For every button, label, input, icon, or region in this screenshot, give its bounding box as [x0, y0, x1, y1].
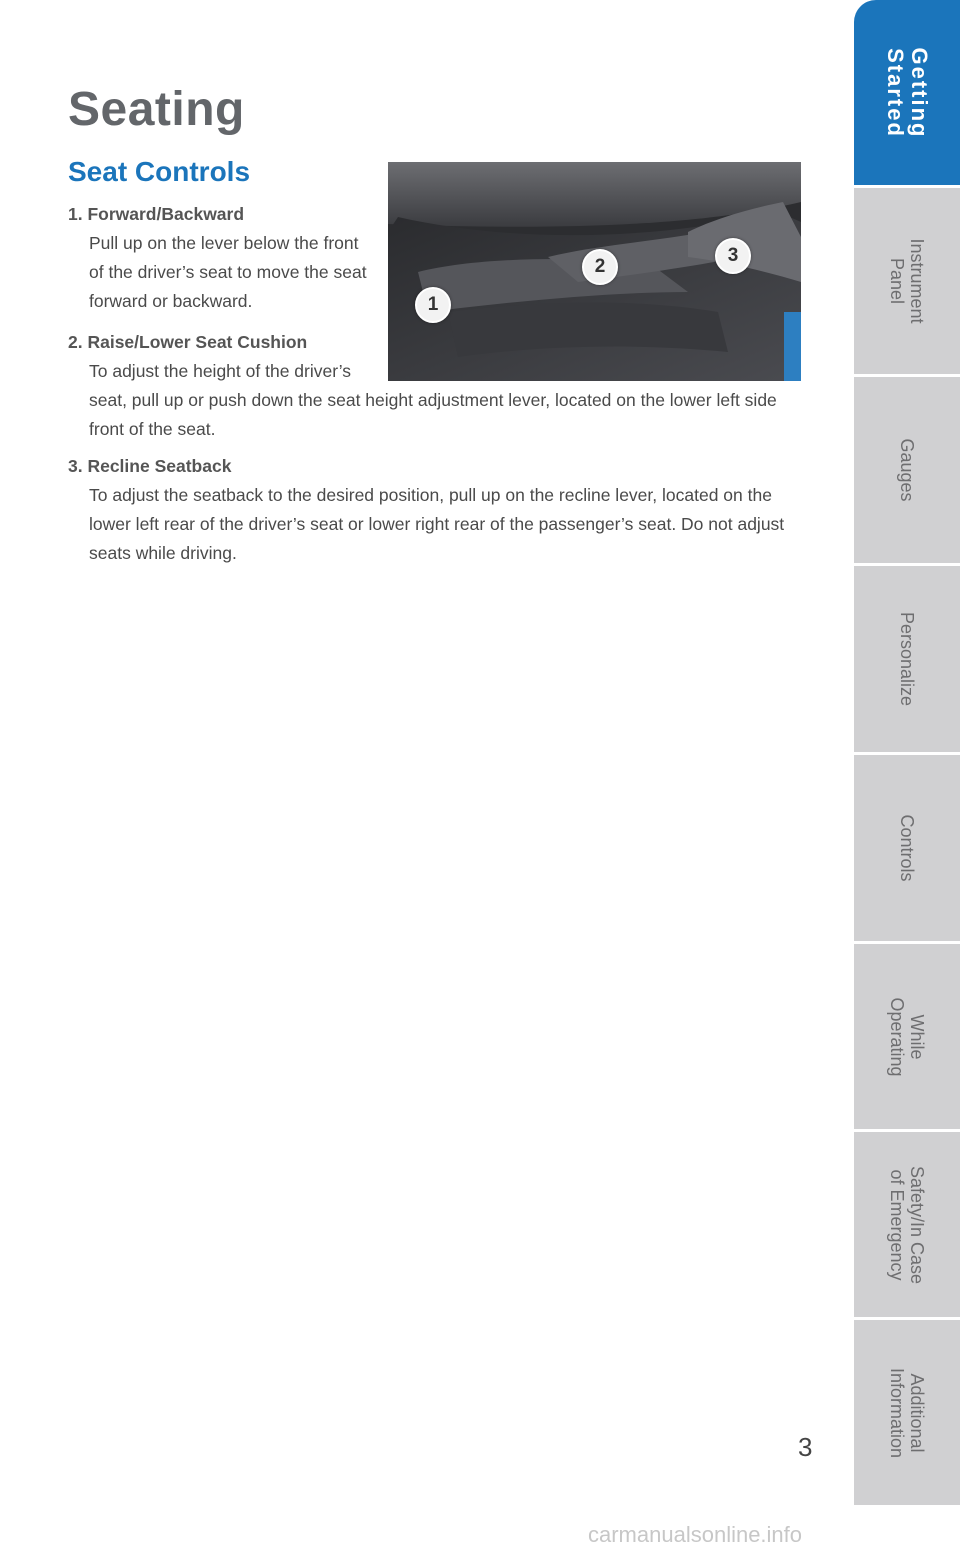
instruction-body: Pull up on the lever below the front of the driver’s seat to move the seat forward or backward. [89, 233, 367, 311]
callout-3: 3 [715, 238, 751, 274]
tab-personalize[interactable] [854, 566, 960, 755]
instruction-body: To adjust the seatback to the desired position, pull up on the recline lever, located on the lower left rear of the driver’s seat or lower right rear of the passenger’s seat. Do not adjust seats while driving. [89, 485, 785, 563]
page-number: 3 [798, 1432, 813, 1462]
tab-while-operating[interactable] [854, 944, 960, 1132]
callout-2: 2 [582, 249, 618, 285]
section-heading-seat-controls: Seat Controls [68, 156, 251, 187]
tab-instrument-panel[interactable] [854, 188, 960, 377]
chapter-tab-sidebar [854, 0, 960, 1508]
tab-gauges[interactable] [854, 377, 960, 566]
tab-label: Getting Started [883, 47, 932, 138]
tab-label: Personalize [897, 611, 917, 707]
instruction-title: 3. Recline Seatback [68, 456, 232, 476]
tab-label: Controls [897, 814, 917, 882]
page-title: Seating [68, 83, 245, 136]
tab-label: Gauges [897, 438, 917, 502]
instruction-title: 2. Raise/Lower Seat Cushion [68, 332, 308, 352]
tab-getting-started[interactable] [854, 0, 960, 188]
tab-additional-information[interactable] [854, 1320, 960, 1508]
tab-label: Additional Information [887, 1367, 927, 1458]
instruction-forward-backward [68, 200, 368, 316]
watermark: carmanualsonline.info [588, 1522, 803, 1547]
tab-label: While Operating [887, 996, 927, 1077]
tab-label: Safety/In Case of Emergency [887, 1165, 927, 1284]
seat-controls-photo [388, 162, 801, 381]
tab-safety-emergency[interactable] [854, 1132, 960, 1320]
instruction-body: To adjust the height of the driver’s seat, pull up or push down the seat height adjustment lever, located on the lower left side front of the seat. [89, 361, 777, 439]
instruction-recline [68, 452, 803, 568]
tab-controls[interactable] [854, 755, 960, 944]
callout-1: 1 [415, 287, 451, 323]
instruction-title: 1. Forward/Backward [68, 204, 245, 224]
tab-label: Instrument Panel [887, 238, 927, 324]
